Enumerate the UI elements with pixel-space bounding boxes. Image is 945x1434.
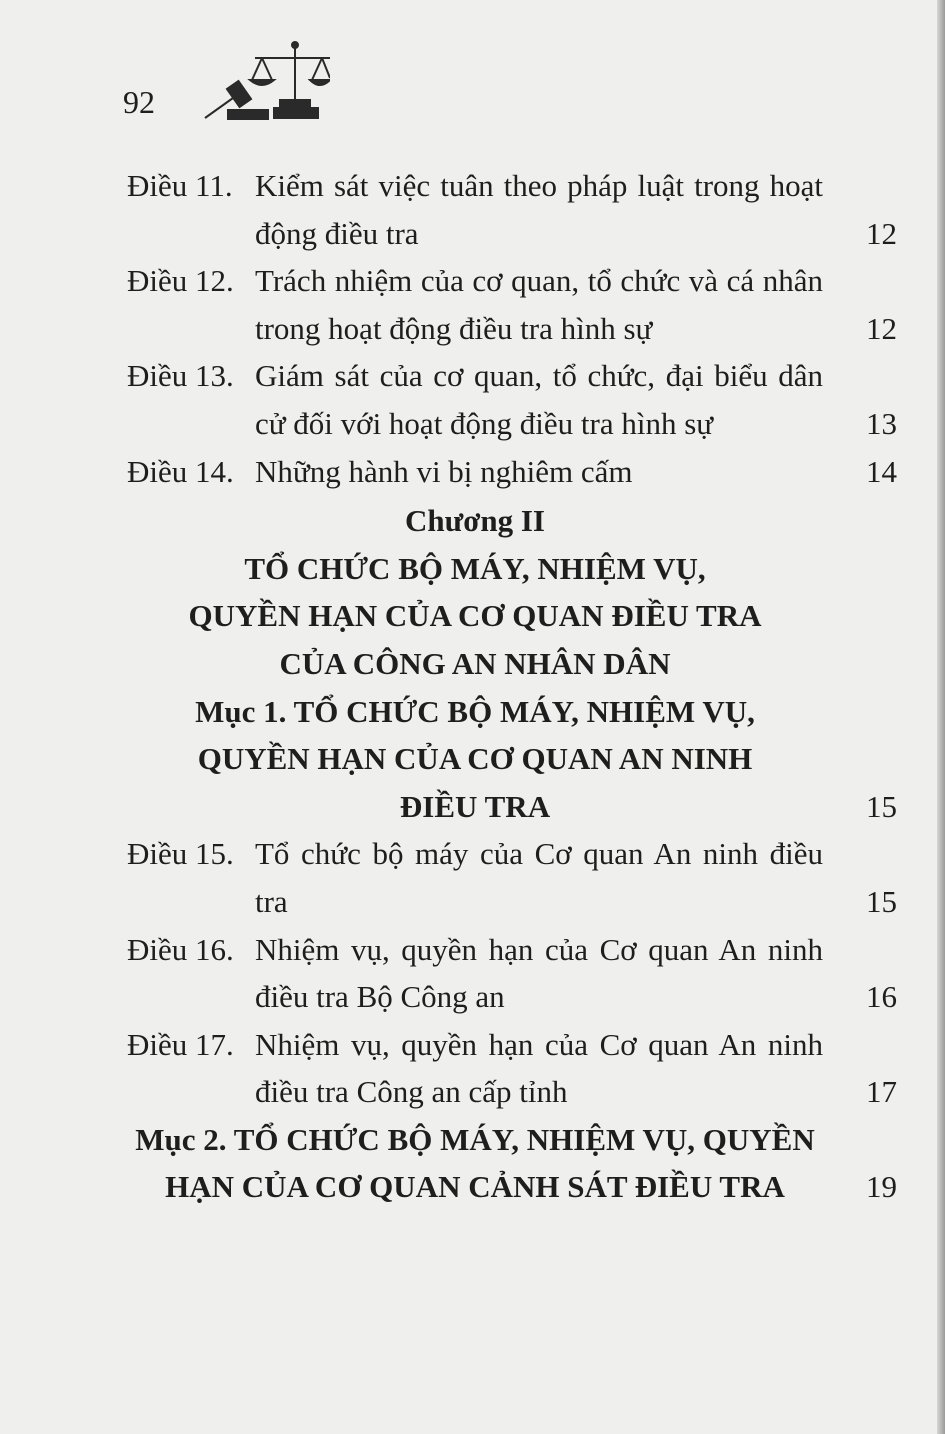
entry-label: Điều 17. (127, 1026, 234, 1062)
entry-page: 13 (866, 405, 897, 441)
toc-entry-dieu-11[interactable] (127, 162, 897, 257)
section-title-line: Mục 1. TỔ CHỨC BỘ MÁY, NHIỆM VỤ, (195, 693, 755, 729)
chapter-title-line: QUYỀN HẠN CỦA CƠ QUAN ĐIỀU TRA (188, 598, 762, 634)
toc-entry-dieu-14[interactable] (127, 448, 897, 496)
section-title-line: ĐIỀU TRA (399, 788, 551, 824)
entry-label: Điều 16. (127, 931, 234, 967)
entry-page: 12 (866, 310, 897, 346)
entry-title: Nhiệm vụ, quyền hạn của Cơ quan An ninh điều tra Công an cấp tỉnh (255, 1026, 823, 1110)
entry-label: Điều 11. (127, 168, 233, 203)
toc-entry-dieu-17[interactable] (127, 1021, 897, 1116)
chapter-title-line: TỔ CHỨC BỘ MÁY, NHIỆM VỤ, (244, 550, 706, 586)
page-edge (937, 0, 945, 1434)
entry-title: Những hành vi bị nghiêm cấm (255, 453, 633, 489)
toc-section-2[interactable] (127, 1116, 897, 1211)
entry-title: Tổ chức bộ máy của Cơ quan An ninh điều tra (255, 836, 823, 919)
page-number: 92 (123, 84, 155, 120)
scales-of-justice-gavel-icon (200, 38, 330, 123)
table-of-contents (127, 162, 897, 1211)
entry-label: Điều 14. (127, 453, 234, 489)
toc-entry-dieu-16[interactable] (127, 926, 897, 1021)
toc-entry-dieu-12[interactable] (127, 257, 897, 352)
entry-title: Giám sát của cơ quan, tổ chức, đại biểu dân cử đối với hoạt động điều tra hình sự (255, 358, 823, 441)
section-page: 19 (866, 1169, 897, 1205)
section-title-line: Mục 2. TỔ CHỨC BỘ MÁY, NHIỆM VỤ, QUYỀN (135, 1121, 815, 1157)
entry-page: 16 (866, 979, 897, 1015)
section-page: 15 (866, 788, 897, 824)
toc-entry-dieu-13[interactable] (127, 352, 897, 447)
section-title-line: HẠN CỦA CƠ QUAN CẢNH SÁT ĐIỀU TRA (165, 1169, 785, 1205)
toc-entry-dieu-15[interactable] (127, 830, 897, 925)
chapter-label: Chương II (404, 503, 545, 539)
entry-page: 14 (866, 453, 897, 489)
entry-label: Điều 13. (127, 358, 234, 394)
entry-title: Nhiệm vụ, quyền hạn của Cơ quan An ninh điều tra Bộ Công an (255, 931, 823, 1015)
toc-section-1[interactable] (127, 688, 897, 831)
entry-label: Điều 15. (127, 836, 234, 872)
entry-page: 15 (866, 883, 897, 919)
chapter-title-line: CỦA CÔNG AN NHÂN DÂN (279, 645, 671, 681)
entry-label: Điều 12. (127, 263, 234, 299)
entry-title: Kiểm sát việc tuân theo pháp luật trong hoạt động điều tra (255, 168, 823, 251)
entry-page: 12 (866, 215, 897, 251)
entry-page: 17 (866, 1074, 897, 1110)
section-title-line: QUYỀN HẠN CỦA CƠ QUAN AN NINH (197, 741, 753, 777)
entry-title: Trách nhiệm của cơ quan, tổ chức và cá nhân trong hoạt động điều tra hình sự (255, 263, 823, 346)
